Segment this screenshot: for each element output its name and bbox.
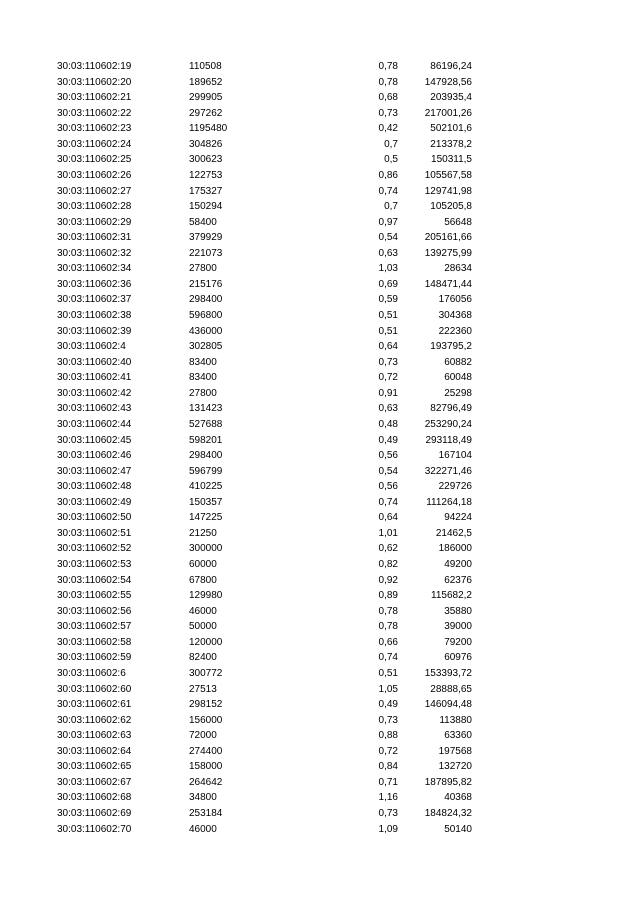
table-row [0, 759, 640, 775]
area-cell: 21250 [189, 527, 217, 539]
coefficient-cell: 0,73 [378, 107, 398, 119]
area-cell: 50000 [189, 621, 217, 633]
cadastral-number-cell: 30:03:110602:31 [57, 232, 132, 244]
cadastral-number-cell: 30:03:110602:19 [57, 61, 132, 72]
area-cell: 67800 [189, 574, 217, 586]
cadastral-number-cell: 30:03:110602:63 [57, 730, 132, 742]
value-cell: 50140 [444, 823, 472, 835]
area-cell: 129980 [189, 590, 223, 602]
table-row [0, 604, 640, 620]
value-cell: 304368 [438, 310, 472, 321]
cadastral-number-cell: 30:03:110602:64 [57, 745, 132, 757]
coefficient-cell: 0,49 [378, 699, 398, 711]
cadastral-number-cell: 30:03:110602:37 [57, 294, 132, 306]
value-cell: 153393,72 [424, 667, 472, 679]
table-row [0, 635, 640, 651]
area-cell: 158000 [189, 761, 223, 773]
value-cell: 60048 [444, 372, 472, 384]
area-cell: 298152 [189, 699, 223, 711]
area-cell: 300623 [189, 154, 223, 166]
coefficient-cell: 1,09 [378, 823, 398, 835]
value-cell: 40368 [444, 792, 472, 804]
table-row [0, 588, 640, 604]
area-cell: 58400 [189, 216, 217, 228]
area-cell: 264642 [189, 776, 223, 788]
table-row [0, 744, 640, 760]
area-cell: 27513 [189, 683, 217, 695]
cadastral-number-cell: 30:03:110602:57 [57, 621, 132, 633]
spreadsheet-table [0, 59, 640, 837]
area-cell: 175327 [189, 185, 223, 197]
cadastral-number-cell: 30:03:110602:41 [57, 372, 132, 384]
area-cell: 72000 [189, 730, 217, 742]
value-cell: 113880 [439, 714, 472, 726]
cadastral-number-cell: 30:03:110602:34 [57, 263, 132, 275]
coefficient-cell: 0,64 [378, 341, 398, 353]
coefficient-cell: 1,16 [378, 792, 398, 804]
value-cell: 60976 [444, 652, 472, 664]
cadastral-number-cell: 30:03:110602:28 [57, 201, 132, 213]
table-row [0, 417, 640, 433]
value-cell: 129741,98 [424, 185, 472, 197]
table-row [0, 277, 640, 293]
area-cell: 27800 [189, 263, 217, 275]
table-row [0, 806, 640, 822]
value-cell: 176056 [438, 294, 472, 306]
value-cell: 86196,24 [430, 61, 472, 72]
table-row [0, 59, 640, 75]
area-cell: 298400 [189, 450, 223, 462]
area-cell: 215176 [189, 278, 223, 290]
cadastral-number-cell: 30:03:110602:40 [57, 356, 132, 368]
coefficient-cell: 0,73 [378, 356, 398, 368]
cadastral-number-cell: 30:03:110602:58 [57, 636, 132, 648]
cadastral-number-cell: 30:03:110602:32 [57, 247, 132, 259]
coefficient-cell: 1,05 [378, 683, 398, 695]
coefficient-cell: 0,42 [378, 123, 398, 135]
cadastral-number-cell: 30:03:110602:22 [57, 107, 132, 119]
cadastral-number-cell: 30:03:110602:61 [57, 699, 132, 711]
value-cell: 186000 [438, 543, 472, 555]
cadastral-number-cell: 30:03:110602:62 [57, 714, 132, 726]
coefficient-cell: 0,86 [378, 169, 398, 181]
cadastral-number-cell: 30:03:110602:53 [57, 559, 132, 570]
table-row [0, 573, 640, 589]
area-cell: 300772 [189, 667, 223, 679]
area-cell: 27800 [189, 387, 217, 399]
table-row [0, 308, 640, 324]
table-row [0, 324, 640, 340]
area-cell: 379929 [189, 232, 223, 244]
table-row [0, 666, 640, 682]
value-cell: 222360 [438, 325, 472, 337]
value-cell: 322271,46 [424, 465, 472, 477]
area-cell: 83400 [189, 372, 217, 384]
coefficient-cell: 0,74 [378, 185, 398, 197]
area-cell: 410225 [189, 481, 223, 493]
cadastral-number-cell: 30:03:110602:47 [57, 465, 132, 477]
value-cell: 253290,24 [424, 418, 472, 430]
value-cell: 62376 [444, 574, 472, 586]
table-row [0, 510, 640, 526]
area-cell: 274400 [189, 745, 223, 757]
area-cell: 253184 [189, 808, 223, 819]
value-cell: 187895,82 [424, 776, 472, 788]
coefficient-cell: 0,54 [378, 232, 398, 244]
coefficient-cell: 0,66 [378, 636, 398, 648]
cadastral-number-cell: 30:03:110602:52 [57, 543, 132, 555]
value-cell: 150311,5 [431, 154, 472, 166]
value-cell: 115682,2 [431, 590, 472, 602]
area-cell: 150357 [189, 496, 223, 508]
coefficient-cell: 0,51 [378, 310, 398, 321]
coefficient-cell: 0,88 [378, 730, 398, 742]
table-row [0, 370, 640, 386]
cadastral-number-cell: 30:03:110602:42 [57, 387, 132, 399]
value-cell: 28634 [444, 263, 472, 275]
area-cell: 150294 [189, 201, 223, 213]
value-cell: 502101,6 [430, 123, 472, 135]
area-cell: 120000 [189, 636, 223, 648]
cadastral-number-cell: 30:03:110602:26 [57, 169, 132, 181]
value-cell: 147928,56 [424, 76, 472, 88]
value-cell: 111264,18 [426, 496, 472, 508]
area-cell: 189652 [189, 76, 223, 88]
table-row [0, 541, 640, 557]
value-cell: 105205,8 [430, 201, 472, 213]
coefficient-cell: 0,48 [378, 418, 398, 430]
area-cell: 302805 [189, 341, 223, 353]
coefficient-cell: 1,01 [378, 527, 398, 539]
coefficient-cell: 0,73 [378, 714, 398, 726]
coefficient-cell: 0,97 [378, 216, 398, 228]
cadastral-number-cell: 30:03:110602:65 [57, 761, 132, 773]
coefficient-cell: 0,91 [378, 387, 398, 399]
coefficient-cell: 0,78 [378, 605, 398, 617]
value-cell: 21462,5 [435, 527, 472, 539]
table-row [0, 199, 640, 215]
cadastral-number-cell: 30:03:110602:50 [57, 512, 132, 524]
coefficient-cell: 0,64 [378, 512, 398, 524]
cadastral-number-cell: 30:03:110602:23 [57, 123, 132, 135]
coefficient-cell: 0,74 [378, 496, 398, 508]
cadastral-number-cell: 30:03:110602:69 [57, 808, 132, 819]
table-row [0, 121, 640, 137]
value-cell: 132720 [438, 761, 472, 773]
table-row [0, 619, 640, 635]
value-cell: 25298 [444, 387, 472, 399]
table-row [0, 713, 640, 729]
area-cell: 46000 [189, 823, 217, 835]
table-row [0, 339, 640, 355]
coefficient-cell: 0,89 [378, 590, 398, 602]
table-row [0, 152, 640, 168]
area-cell: 598201 [189, 434, 223, 446]
value-cell: 205161,66 [424, 232, 472, 244]
value-cell: 60882 [444, 356, 472, 368]
cadastral-number-cell: 30:03:110602:36 [57, 278, 132, 290]
table-row [0, 246, 640, 262]
table-row [0, 650, 640, 666]
coefficient-cell: 0,72 [378, 372, 398, 384]
cadastral-number-cell: 30:03:110602:39 [57, 325, 132, 337]
cadastral-number-cell: 30:03:110602:55 [57, 590, 132, 602]
value-cell: 49200 [444, 559, 472, 570]
cadastral-number-cell: 30:03:110602:43 [57, 403, 132, 415]
area-cell: 300000 [189, 543, 223, 555]
area-cell: 46000 [189, 605, 217, 617]
table-row [0, 75, 640, 91]
value-cell: 213378,2 [430, 138, 472, 150]
table-row [0, 106, 640, 122]
table-row [0, 292, 640, 308]
value-cell: 82796,49 [430, 403, 472, 415]
coefficient-cell: 0,72 [378, 745, 398, 757]
value-cell: 28888,65 [430, 683, 472, 695]
value-cell: 35880 [444, 605, 472, 617]
table-row [0, 697, 640, 713]
table-row [0, 230, 640, 246]
area-cell: 83400 [189, 356, 217, 368]
area-cell: 304826 [189, 138, 223, 150]
table-row [0, 479, 640, 495]
table-row [0, 682, 640, 698]
coefficient-cell: 1,03 [378, 263, 398, 275]
value-cell: 203935,4 [430, 92, 472, 104]
table-row [0, 215, 640, 231]
value-cell: 146094,48 [424, 699, 472, 711]
cadastral-number-cell: 30:03:110602:70 [57, 823, 132, 835]
coefficient-cell: 0,63 [378, 403, 398, 415]
coefficient-cell: 0,69 [378, 278, 398, 290]
cadastral-number-cell: 30:03:110602:48 [57, 481, 132, 493]
coefficient-cell: 0,71 [378, 776, 398, 788]
coefficient-cell: 0,7 [384, 138, 398, 150]
table-row [0, 261, 640, 277]
coefficient-cell: 0,59 [378, 294, 398, 306]
coefficient-cell: 0,92 [378, 574, 398, 586]
coefficient-cell: 0,5 [384, 154, 398, 166]
value-cell: 39000 [444, 621, 472, 633]
table-row [0, 822, 640, 838]
table-row [0, 526, 640, 542]
coefficient-cell: 0,82 [378, 559, 398, 570]
coefficient-cell: 0,51 [378, 325, 398, 337]
cadastral-number-cell: 30:03:110602:6 [57, 667, 126, 679]
table-row [0, 168, 640, 184]
area-cell: 34800 [189, 792, 217, 804]
cadastral-number-cell: 30:03:110602:60 [57, 683, 132, 695]
coefficient-cell: 0,56 [378, 450, 398, 462]
area-cell: 298400 [189, 294, 223, 306]
value-cell: 193795,2 [430, 341, 472, 353]
value-cell: 229726 [438, 481, 472, 493]
value-cell: 94224 [444, 512, 472, 524]
value-cell: 197568 [438, 745, 472, 757]
cadastral-number-cell: 30:03:110602:51 [57, 527, 132, 539]
value-cell: 167104 [438, 450, 472, 462]
table-row [0, 90, 640, 106]
coefficient-cell: 0,54 [378, 465, 398, 477]
value-cell: 105567,58 [424, 169, 472, 181]
coefficient-cell: 0,78 [378, 61, 398, 72]
value-cell: 148471,44 [424, 278, 472, 290]
area-cell: 221073 [189, 247, 223, 259]
table-row [0, 775, 640, 791]
table-row [0, 557, 640, 573]
coefficient-cell: 0,73 [378, 808, 398, 819]
value-cell: 79200 [444, 636, 472, 648]
coefficient-cell: 0,74 [378, 652, 398, 664]
coefficient-cell: 0,78 [378, 621, 398, 633]
coefficient-cell: 0,62 [378, 543, 398, 555]
cadastral-number-cell: 30:03:110602:38 [57, 310, 132, 321]
cadastral-number-cell: 30:03:110602:46 [57, 450, 132, 462]
cadastral-number-cell: 30:03:110602:56 [57, 605, 132, 617]
table-row [0, 355, 640, 371]
area-cell: 110508 [189, 61, 222, 72]
cadastral-number-cell: 30:03:110602:45 [57, 434, 132, 446]
area-cell: 297262 [189, 107, 223, 119]
table-row [0, 495, 640, 511]
cadastral-number-cell: 30:03:110602:54 [57, 574, 132, 586]
cadastral-number-cell: 30:03:110602:67 [57, 776, 132, 788]
area-cell: 596800 [189, 310, 223, 321]
cadastral-number-cell: 30:03:110602:21 [57, 92, 132, 104]
area-cell: 147225 [189, 512, 223, 524]
table-row [0, 184, 640, 200]
table-row [0, 401, 640, 417]
value-cell: 139275,99 [424, 247, 472, 259]
value-cell: 293118,49 [425, 434, 472, 446]
cadastral-number-cell: 30:03:110602:44 [57, 418, 132, 430]
value-cell: 217001,26 [424, 107, 472, 119]
coefficient-cell: 0,63 [378, 247, 398, 259]
coefficient-cell: 0,7 [384, 201, 398, 213]
table-row [0, 448, 640, 464]
coefficient-cell: 0,56 [378, 481, 398, 493]
area-cell: 596799 [189, 465, 223, 477]
coefficient-cell: 0,49 [378, 434, 398, 446]
table-row [0, 137, 640, 153]
coefficient-cell: 0,51 [378, 667, 398, 679]
table-row [0, 386, 640, 402]
area-cell: 156000 [189, 714, 223, 726]
cadastral-number-cell: 30:03:110602:24 [57, 138, 132, 150]
coefficient-cell: 0,78 [378, 76, 398, 88]
cadastral-number-cell: 30:03:110602:20 [57, 76, 132, 88]
value-cell: 56648 [444, 216, 472, 228]
coefficient-cell: 0,84 [378, 761, 398, 773]
table-row [0, 433, 640, 449]
area-cell: 82400 [189, 652, 217, 664]
cadastral-number-cell: 30:03:110602:25 [57, 154, 132, 166]
area-cell: 299905 [189, 92, 223, 104]
cadastral-number-cell: 30:03:110602:59 [57, 652, 132, 664]
value-cell: 63360 [444, 730, 472, 742]
value-cell: 184824,32 [424, 808, 472, 819]
cadastral-number-cell: 30:03:110602:27 [57, 185, 132, 197]
cadastral-number-cell: 30:03:110602:68 [57, 792, 132, 804]
area-cell: 131423 [189, 403, 223, 415]
cadastral-number-cell: 30:03:110602:4 [57, 341, 126, 353]
area-cell: 122753 [189, 169, 223, 181]
cadastral-number-cell: 30:03:110602:29 [57, 216, 132, 228]
cadastral-number-cell: 30:03:110602:49 [57, 496, 132, 508]
table-row [0, 464, 640, 480]
coefficient-cell: 0,68 [378, 92, 398, 104]
area-cell: 1195480 [189, 123, 228, 135]
table-row [0, 790, 640, 806]
area-cell: 527688 [189, 418, 223, 430]
table-row [0, 728, 640, 744]
area-cell: 60000 [189, 559, 217, 570]
area-cell: 436000 [189, 325, 223, 337]
